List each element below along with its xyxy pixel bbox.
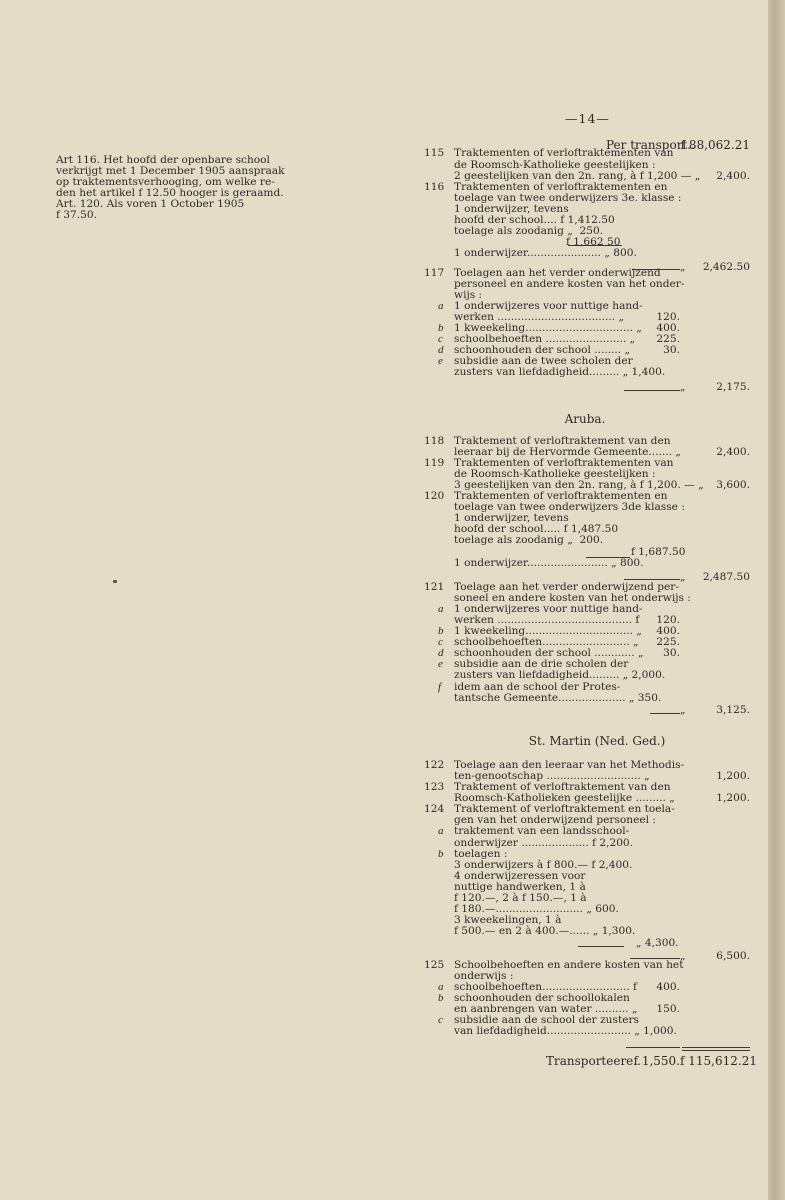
article-text: personeel en andere kosten van het onder- [454, 278, 685, 290]
article-text: wijs : [454, 289, 483, 301]
article-text: Traktementen of verloftraktementen en [454, 181, 668, 193]
article-text: soneel en andere kosten van het onderwijs : [454, 592, 691, 604]
sub-amount: 225. [656, 636, 680, 648]
article-text: werken ........................................ f [454, 614, 640, 626]
article-text: toelage van twee onderwijzers 3de klasse : [454, 501, 685, 513]
article-text: „ 4,300. [636, 937, 679, 949]
margin-note-line: f 37.50. [56, 209, 97, 221]
article-total: 3,600. [716, 479, 750, 491]
article-text: 1 kweekeling................................ „ [454, 322, 642, 334]
margin-note-line: Art 116. Het hoofd der openbare school [56, 154, 270, 166]
subtotal-rule [578, 946, 624, 947]
article-text: ten-genootschap ............................ „ [454, 770, 650, 782]
article-text: de Roomsch-Katholieke geestelijken : [454, 468, 656, 480]
article-text: subsidie aan de drie scholen der [454, 658, 629, 670]
article-text: Traktement of verloftraktement en toela- [454, 803, 675, 815]
sub-amount: 120. [656, 614, 680, 626]
article-number: 121 [424, 581, 445, 593]
sub-amount: 400. [656, 322, 680, 334]
sub-item-letter: b [438, 848, 444, 860]
article-text: 1 onderwijzer........................ „ 800. [454, 557, 644, 569]
article-text: werken ................................... „ [454, 311, 624, 323]
article-text: schoonhouden der schoollokalen [454, 992, 630, 1004]
article-text: hoofd der school..... f 1,487.50 [454, 523, 619, 535]
sub-item-letter: d [438, 647, 444, 659]
article-number: 119 [424, 457, 445, 469]
article-text: toelagen : [454, 848, 508, 860]
article-text: Traktement of verloftraktement van den [454, 781, 671, 793]
article-number: 123 [424, 781, 445, 793]
article-text: 1 onderwijzer, tevens [454, 512, 569, 524]
article-total: 2,462.50 [702, 261, 750, 273]
article-text: schoolbehoeften.......................... „ [454, 636, 639, 648]
sub-item-letter: e [438, 658, 443, 670]
article-number: 118 [424, 435, 445, 447]
sub-item-letter: c [438, 636, 443, 648]
article-text: hoofd der school.... f 1,412.50 [454, 214, 615, 226]
sub-amount: 400. [656, 981, 680, 993]
margin-note-line: verkrijgt met 1 December 1905 aanspraak [56, 165, 285, 177]
article-text: van liefdadigheid......................... „ 1,000. [454, 1025, 677, 1037]
total-rule [682, 1047, 750, 1048]
article-text: f 180.—.......................... „ 600. [454, 903, 619, 915]
article-text: Traktement of verloftraktement van den [454, 435, 671, 447]
article-text: zusters van liefdadigheid......... „ 1,400. [454, 366, 666, 378]
article-text: Traktementen of verloftraktementen van [454, 457, 674, 469]
article-text: „ [680, 950, 686, 962]
article-text: de Roomsch-Katholieke geestelijken : [454, 159, 656, 171]
article-text: traktement van een landsschool- [454, 825, 630, 837]
article-number: 116 [424, 181, 445, 193]
article-text: 3 kweekelingen, 1 à [454, 914, 562, 926]
article-text: toelage van twee onderwijzers 3e. klasse : [454, 192, 682, 204]
subtotal-rule [568, 245, 622, 246]
article-text: f 1,687.50 [631, 546, 686, 558]
sub-item-letter: c [438, 1014, 443, 1026]
article-text: 1 onderwijzer, tevens [454, 203, 569, 215]
margin-note-line: den het artikel f 12.50 hooger is geraamd. [56, 187, 284, 199]
article-text: subsidie aan de twee scholen der [454, 355, 633, 367]
article-text: 1 onderwijzeres voor nuttige hand- [454, 603, 643, 615]
article-total: 6,500. [716, 950, 750, 962]
page-binding-edge [768, 0, 785, 1200]
article-text: toelage als zoodanig „ 200. [454, 534, 604, 546]
article-number: 117 [424, 267, 445, 279]
article-total: 2,400. [716, 170, 750, 182]
article-text: f 500.— en 2 à 400.—...... „ 1,300. [454, 925, 636, 937]
footer-transport-label: Transporteere.. [546, 1054, 641, 1068]
article-text: 3 onderwijzers à f 800.— f 2,400. [454, 859, 633, 871]
sub-amount: 30. [663, 647, 680, 659]
subtotal-rule [586, 557, 630, 558]
article-total: 3,125. [716, 704, 750, 716]
subtotal-rule [632, 269, 680, 270]
sub-amount: 400. [656, 625, 680, 637]
sub-item-letter: a [438, 981, 444, 993]
article-text: schoonhouden der school ........ „ [454, 344, 631, 356]
sub-item-letter: a [438, 603, 444, 615]
article-text: idem aan de school der Protes- [454, 681, 621, 693]
article-total: 2,400. [716, 446, 750, 458]
sub-amount: 225. [656, 333, 680, 345]
total-rule [682, 1050, 750, 1051]
article-text: 1 kweekeling................................ „ [454, 625, 642, 637]
article-total: 2,175. [716, 381, 750, 393]
article-total: 1,200. [716, 770, 750, 782]
subtotal-rule [650, 713, 680, 714]
sub-amount: 30. [663, 344, 680, 356]
transport-amount: f 88,062.21 [680, 138, 750, 152]
sub-item-letter: a [438, 300, 444, 312]
article-text: schoolbehoeften.......................... f [454, 981, 637, 993]
article-text: Schoolbehoeften en andere kosten van het [454, 959, 684, 971]
transport-label: Per transport.. [606, 138, 695, 152]
article-number: 124 [424, 803, 445, 815]
article-text: tantsche Gemeente.................... „ 350. [454, 692, 662, 704]
margin-note-line: Art. 120. Als voren 1 October 1905 [56, 198, 245, 210]
section-heading: St. Martin (Ned. Ged.) [528, 734, 666, 748]
footer-amount-subtotal: f 1,550. [633, 1054, 680, 1068]
subtotal-rule [630, 958, 680, 959]
section-heading: Aruba. [564, 412, 606, 426]
article-text: „ [680, 261, 686, 273]
article-number: 125 [424, 959, 445, 971]
article-text: zusters van liefdadigheid......... „ 2,000. [454, 669, 666, 681]
article-text: 3 geestelijken van den 2n. rang, à f 1,200. — „ [454, 479, 704, 491]
article-text: „ [680, 381, 686, 393]
margin-note-line: op traktementsverhooging, om welke re- [56, 176, 275, 188]
sub-amount: 120. [656, 311, 680, 323]
sub-item-letter: b [438, 625, 444, 637]
article-text: 1 onderwijzer...................... „ 800. [454, 247, 637, 259]
article-text: Roomsch-Katholieken geestelijke ......... „ [454, 792, 675, 804]
footer-amount-total: f 115,612.21 [680, 1054, 757, 1068]
article-text: Toelage aan het verder onderwijzend per- [454, 581, 679, 593]
sub-item-letter: b [438, 992, 444, 1004]
subtotal-rule [624, 390, 680, 391]
sub-item-letter: b [438, 322, 444, 334]
article-text: „ [680, 571, 686, 583]
article-text: 1 onderwijzeres voor nuttige hand- [454, 300, 643, 312]
article-text: 4 onderwijzeressen voor [454, 870, 586, 882]
article-number: 122 [424, 759, 445, 771]
article-text: onderwijs : [454, 970, 514, 982]
sub-item-letter: a [438, 825, 444, 837]
sub-item-letter: f [438, 681, 442, 693]
article-total: 1,200. [716, 792, 750, 804]
sub-item-letter: c [438, 333, 443, 345]
page-number: —14— [565, 111, 610, 126]
article-text: subsidie aan de school der zusters [454, 1014, 639, 1026]
article-number: 120 [424, 490, 445, 502]
sub-amount: 150. [656, 1003, 680, 1015]
article-text: onderwijzer .................... f 2,200. [454, 837, 634, 849]
article-text: Traktementen of verloftraktementen van [454, 147, 674, 159]
article-text: nuttige handwerken, 1 à [454, 881, 586, 893]
article-text: schoolbehoeften ........................ „ [454, 333, 636, 345]
article-total: 2,487.50 [702, 571, 750, 583]
subtotal-rule [626, 1047, 680, 1048]
article-text: f 1,662 50 [566, 236, 621, 248]
article-text: 2 geestelijken van den 2n. rang, à f 1,200 — „ [454, 170, 701, 182]
article-text: Traktementen of verloftraktementen en [454, 490, 668, 502]
article-text: en aanbrengen van water .......... „ [454, 1003, 638, 1015]
article-text: „ [680, 704, 686, 716]
article-text: f 120.—, 2 à f 150.—, 1 à [454, 892, 587, 904]
sub-item-letter: e [438, 355, 443, 367]
ink-speck [113, 580, 117, 583]
sub-item-letter: d [438, 344, 444, 356]
article-text: Toelagen aan het verder onderwijzend [454, 267, 661, 279]
article-text: Toelage aan den leeraar van het Methodis- [454, 759, 685, 771]
article-text: leeraar bij de Hervormde Gemeente....... „ [454, 446, 681, 458]
article-text: toelage als zoodanig „ 250. [454, 225, 604, 237]
article-number: 115 [424, 147, 445, 159]
subtotal-rule [624, 579, 680, 580]
article-text: schoonhouden der school ............ „ [454, 647, 644, 659]
article-text: gen van het onderwijzend personeel : [454, 814, 656, 826]
